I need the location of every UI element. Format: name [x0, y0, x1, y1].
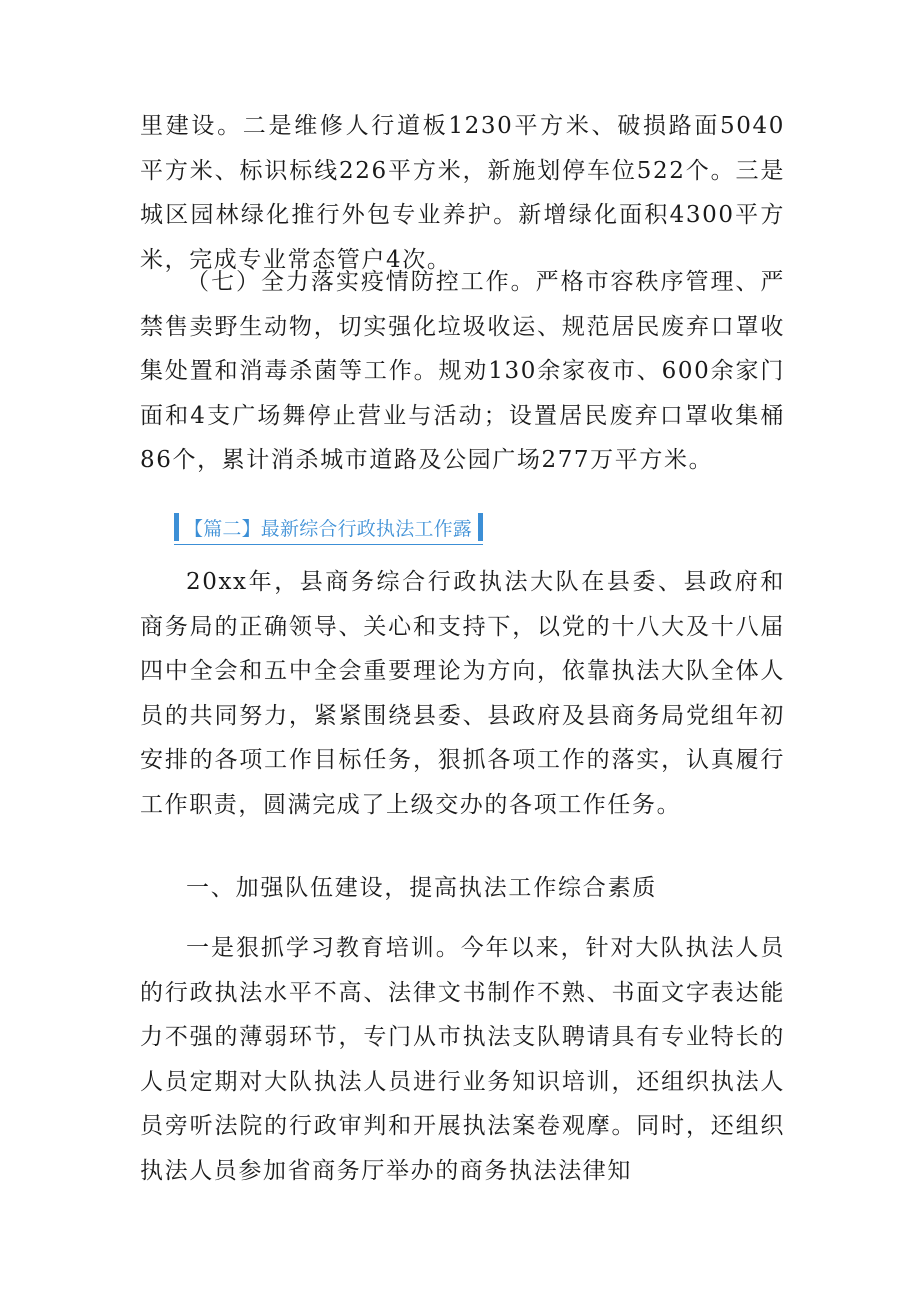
paragraph-intro-2020: 20xx年，县商务综合行政执法大队在县委、县政府和商务局的正确领导、关心和支持下，以党的十八大及十八届四中全会和五中全会重要理论为方向，依靠执法大队全体人员的共同努力，紧紧围绕县委、县政府及县商务局党组年初安排的各项工作目标任务，狠抓各项工作的落实，认真履行工作职责，圆满完成了上级交办的各项工作任务。 — [140, 569, 785, 818]
section-heading: 一、加强队伍建设，提高执法工作综合素质 — [186, 875, 658, 901]
link-bar-right-icon — [478, 513, 483, 541]
section-link-part-two[interactable] — [174, 510, 483, 545]
paragraph-training: 一是狠抓学习教育培训。今年以来，针对大队执法人员的行政执法水平不高、法律文书制作不熟、书面文字表达能力不强的薄弱环节，专门从市执法支队聘请具有专业特长的人员定期对大队执法人员进行业务知识培训，还组织执法人员旁听法院的行政审判和开展执法案卷观摩。同时，还组织执法人员参加省商务厅举办的商务执法法律知 — [140, 935, 785, 1184]
paragraph-epidemic-control: （七）全力落实疫情防控工作。严格市容秩序管理、严禁售卖野生动物，切实强化垃圾收运、规范居民废弃口罩收集处置和消毒杀菌等工作。规劝130余家夜市、600余家门面和4支广场舞停止营业与活动；设置居民废弃口罩收集桶86个，累计消杀城市道路及公园广场277万平方米。 — [140, 269, 785, 474]
section-link-label: 【篇二】最新综合行政执法工作露 — [184, 517, 473, 540]
paragraph-urban-construction: 里建设。二是维修人行道板1230平方米、破损路面5040平方米、标识标线226平方米，新施划停车位522个。三是城区园林绿化推行外包专业养护。新增绿化面积4300平方米，完成专业常态管户4次。 — [140, 113, 785, 273]
